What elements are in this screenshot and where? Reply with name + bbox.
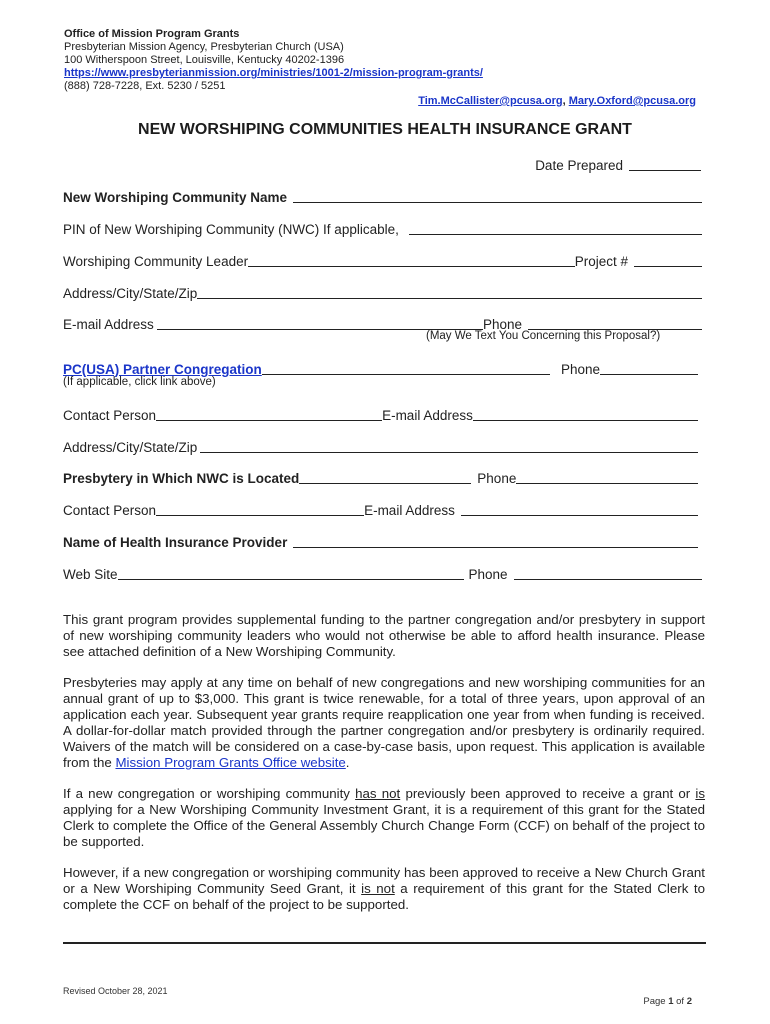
paragraph-ccf-requirement bbox=[63, 786, 705, 850]
form-title: NEW WORSHIPING COMMUNITIES HEALTH INSURANCE GRANT bbox=[138, 121, 632, 138]
footer-divider bbox=[63, 942, 706, 944]
date-prepared-row bbox=[63, 153, 701, 173]
partner-contact-row bbox=[63, 403, 698, 423]
presbytery-contact-row bbox=[63, 498, 698, 518]
partner-address-row bbox=[63, 435, 698, 455]
nwc-email-row bbox=[63, 312, 702, 332]
exception-text-b: a requirement of this grant for the Stated Clerk to complete the CCF on behalf of the project to be supported. bbox=[63, 881, 705, 912]
website-field[interactable] bbox=[118, 565, 464, 580]
provider-label: Name of Health Insurance Provider bbox=[63, 535, 288, 550]
is-not-emphasis: is not bbox=[361, 881, 395, 896]
leader-row bbox=[63, 249, 702, 269]
office-phone: (888) 728-7228, Ext. 5230 / 5251 bbox=[64, 80, 226, 92]
total-pages: 2 bbox=[686, 996, 692, 1007]
partner-address-label: Address/City/State/Zip bbox=[63, 440, 198, 455]
presbytery-row bbox=[63, 466, 698, 486]
partner-contact-field[interactable] bbox=[156, 406, 382, 421]
partner-phone-row bbox=[561, 357, 698, 377]
partner-phone-label: Phone bbox=[561, 362, 601, 377]
nwc-name-row bbox=[63, 185, 702, 205]
project-field[interactable] bbox=[634, 252, 702, 267]
partner-contact-email-label: E-mail Address bbox=[382, 408, 473, 423]
nwc-address-row bbox=[63, 281, 702, 301]
program-url-link[interactable]: https://www.presbyterianmission.org/ministries/1001-2/mission-program-grants/ bbox=[64, 67, 483, 79]
nwc-address-label: Address/City/State/Zip bbox=[63, 286, 198, 301]
partner-congregation-link[interactable]: PC(USA) Partner Congregation bbox=[63, 362, 262, 377]
presbytery-label: Presbytery in Which NWC is Located bbox=[63, 471, 300, 486]
pin-label: PIN of New Worshiping Community (NWC) If applicable, bbox=[63, 222, 399, 237]
eligibility-end: . bbox=[345, 755, 350, 770]
pin-row bbox=[63, 217, 702, 237]
mission-program-grants-link[interactable]: Mission Program Grants Office website bbox=[115, 755, 346, 770]
ccf-text-b: previously been approved to receive a grant or bbox=[400, 786, 696, 801]
current-page: 1 bbox=[668, 996, 674, 1007]
website-phone-field[interactable] bbox=[514, 565, 702, 580]
paragraph-program-purpose: This grant program provides supplemental funding to the partner congregation and/or presbytery in support of new worshiping community leaders who would not otherwise be able to afford health insurance. Please see attached definition of a New Worshiping Community. bbox=[63, 612, 705, 659]
presbytery-contact-field[interactable] bbox=[156, 501, 364, 516]
ccf-text-a: If a new congregation or worshiping community bbox=[63, 786, 356, 801]
partner-note: (If applicable, click link above) bbox=[63, 376, 216, 388]
nwc-address-field[interactable] bbox=[197, 284, 702, 299]
date-prepared-field[interactable] bbox=[629, 156, 701, 171]
partner-phone-field[interactable] bbox=[600, 360, 698, 375]
text-permission-note: (May We Text You Concerning this Proposal?) bbox=[426, 330, 661, 342]
street-address: 100 Witherspoon Street, Louisville, Kentucky 40202-1396 bbox=[64, 54, 345, 66]
office-name: Office of Mission Program Grants bbox=[64, 28, 240, 40]
provider-row bbox=[63, 530, 698, 550]
partner-address-field[interactable] bbox=[200, 438, 698, 453]
nwc-phone-field[interactable] bbox=[528, 315, 702, 330]
page-number bbox=[643, 996, 692, 1007]
presbytery-phone-field[interactable] bbox=[516, 469, 698, 484]
is-emphasis: is bbox=[695, 786, 706, 801]
website-phone-label: Phone bbox=[468, 567, 508, 582]
partner-contact-label: Contact Person bbox=[63, 408, 157, 423]
email-link-mccallister[interactable]: Tim.McCallister@pcusa.org bbox=[418, 95, 563, 107]
page-word: Page bbox=[643, 996, 666, 1007]
presbytery-contact-email-label: E-mail Address bbox=[364, 503, 455, 518]
email-separator: , bbox=[562, 95, 566, 107]
ccf-text-c: applying for a New Worshiping Community Investment Grant, it is a requirement of this grant for the Stated Clerk to complete the Office of the General Assembly Church Change Form (CCF) on behalf of the project to be supported. bbox=[63, 802, 705, 849]
partner-congregation-field[interactable] bbox=[262, 360, 550, 375]
nwc-name-label: New Worshiping Community Name bbox=[63, 190, 288, 205]
leader-label: Worshiping Community Leader bbox=[63, 254, 249, 269]
nwc-email-label: E-mail Address bbox=[63, 317, 154, 332]
pin-field[interactable] bbox=[409, 220, 702, 235]
office-header bbox=[64, 28, 483, 93]
revised-date: Revised October 28, 2021 bbox=[63, 986, 168, 996]
website-row bbox=[63, 562, 702, 582]
contact-emails bbox=[418, 95, 696, 107]
presbytery-phone-label: Phone bbox=[477, 471, 517, 486]
presbytery-contact-email-field[interactable] bbox=[461, 501, 698, 516]
project-label: Project # bbox=[574, 254, 628, 269]
nwc-phone-label: Phone bbox=[482, 317, 522, 332]
leader-field[interactable] bbox=[248, 252, 575, 267]
agency-line: Presbyterian Mission Agency, Presbyterian Church (USA) bbox=[64, 41, 344, 53]
partner-contact-email-field[interactable] bbox=[473, 406, 698, 421]
email-link-oxford[interactable]: Mary.Oxford@pcusa.org bbox=[568, 95, 696, 107]
of-word: of bbox=[676, 996, 685, 1007]
date-prepared-label: Date Prepared bbox=[535, 158, 623, 173]
paragraph-ccf-exception bbox=[63, 865, 705, 913]
provider-field[interactable] bbox=[293, 533, 698, 548]
eligibility-text: Presbyteries may apply at any time on behalf of new congregations and new worshiping communities for an annual grant of up to $3,000. This grant is twice renewable, for a total of three years, upon approval of an application each year. Subsequent year grants require reapplication one year from when funding is received. A dollar-for-dollar match provided through the partner congregation and/or presbytery is ordinarily required. Waivers of the match will be considered on a case-by-case basis, upon request. This application is available from the bbox=[63, 675, 705, 770]
has-not-emphasis: has not bbox=[355, 786, 401, 801]
partner-row bbox=[63, 357, 550, 377]
nwc-email-field[interactable] bbox=[157, 315, 483, 330]
exception-text-a: However, if a new congregation or worshiping community has been approved to receive a New Church Grant or a New Worshiping Community Seed Grant, it bbox=[63, 865, 705, 896]
presbytery-contact-label: Contact Person bbox=[63, 503, 157, 518]
paragraph-eligibility bbox=[63, 675, 705, 771]
nwc-name-field[interactable] bbox=[293, 188, 702, 203]
website-label: Web Site bbox=[63, 567, 118, 582]
presbytery-field[interactable] bbox=[299, 469, 471, 484]
